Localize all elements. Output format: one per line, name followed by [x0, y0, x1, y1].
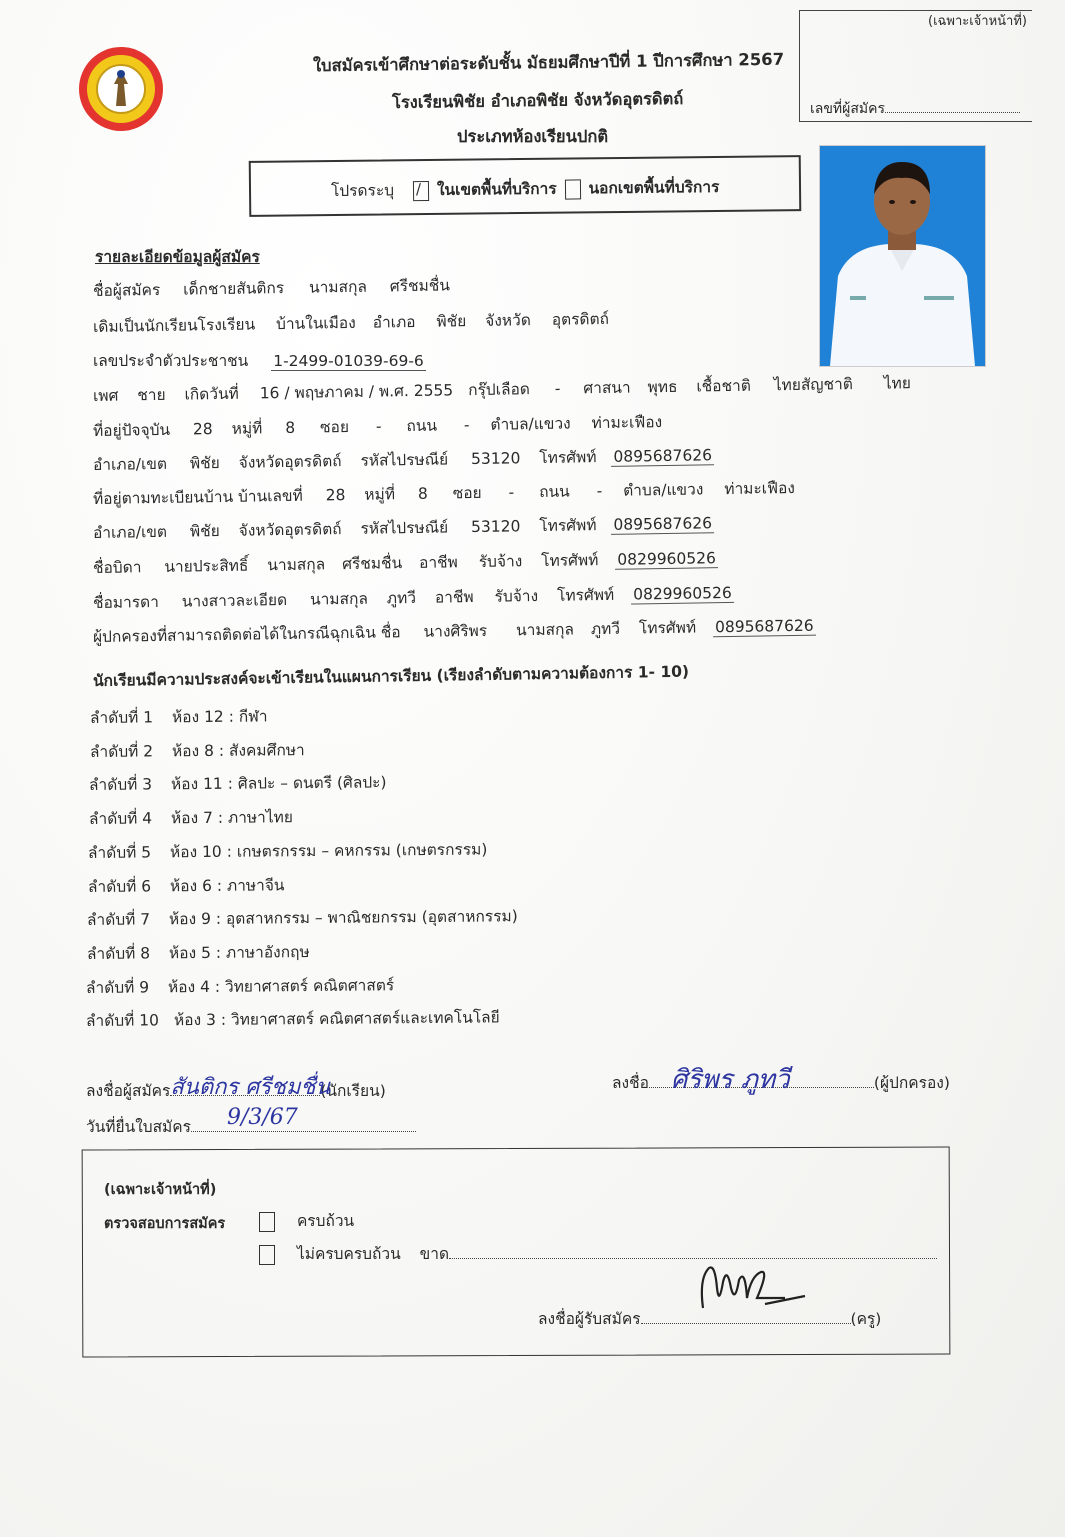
current-tambon-label: ตำบล/แขวง: [490, 414, 571, 434]
religion-value[interactable]: พุทธ: [647, 377, 678, 397]
current-moo-value[interactable]: 8: [285, 418, 296, 437]
plan-rank: ลำดับที่ 3: [88, 775, 153, 795]
surname-value[interactable]: ศรีชมชื่น: [389, 276, 451, 296]
receiver-label: ลงชื่อผู้รับสมัคร: [538, 1310, 641, 1328]
in-area-checkbox[interactable]: [413, 181, 429, 201]
birth-label: เกิดวันที่: [184, 384, 239, 404]
receiver-suffix: (ครู): [850, 1310, 882, 1328]
race-label: เชื้อชาติ: [696, 376, 751, 396]
plan-row: [86, 939, 309, 966]
plan-rank: ลำดับที่ 9: [85, 978, 150, 997]
plan-rank: ลำดับที่ 10: [85, 1011, 159, 1031]
plan-row: [87, 903, 518, 932]
district-value[interactable]: พิชัย: [436, 312, 467, 331]
plan-row: [89, 770, 387, 798]
plan-row: [89, 737, 304, 764]
form-title: ใบสมัครเข้าศึกษาต่อระดับชั้น มัธยมศึกษาปีที่ 1 ปีการศึกษา 2567: [312, 49, 785, 76]
father-name-value[interactable]: นายประสิทธิ์: [164, 556, 249, 576]
current-soi-value[interactable]: -: [375, 417, 382, 436]
nationality-label: สัญชาติ: [800, 375, 853, 394]
registered-soi-value[interactable]: -: [508, 483, 515, 502]
registered-soi-label: ซอย: [452, 483, 482, 503]
mother-label: ชื่อมารดา: [92, 592, 160, 612]
plan-rank: ลำดับที่ 1: [89, 708, 154, 727]
registered-moo-value[interactable]: 8: [417, 484, 428, 503]
plan-room[interactable]: ห้อง 11 : ศิลปะ – ดนตรี (ศิลปะ): [170, 773, 387, 794]
registered-moo-label: หมู่ที่: [364, 485, 396, 504]
sex-label: เพศ: [92, 386, 119, 405]
guardian-phone-value[interactable]: 0895687626: [713, 617, 816, 638]
registered-address-label: ที่อยู่ตามทะเบียนบ้าน บ้านเลขที่: [92, 486, 303, 508]
registered-amphoe-value[interactable]: พิชัย: [189, 522, 220, 541]
name-label: ชื่อผู้สมัคร: [92, 280, 161, 300]
current-address-label: ที่อยู่ปัจจุบัน: [92, 420, 171, 440]
classroom-type: ประเภทห้องเรียนปกติ: [457, 127, 609, 146]
father-phone-label: โทรศัพท์: [541, 551, 599, 570]
plan-row: [88, 836, 488, 864]
plan-rank: ลำดับที่ 4: [88, 809, 152, 829]
guardian-signature-row: [612, 1065, 950, 1095]
blood-label: กรุ๊ปเลือด: [468, 380, 531, 400]
current-amphoe-value[interactable]: พิชัย: [189, 454, 220, 473]
service-area-row: [331, 174, 720, 203]
applicant-number-label: เลขที่ผู้สมัคร: [810, 101, 886, 117]
mother-job-value[interactable]: รับจ้าง: [494, 587, 539, 606]
registered-road-value[interactable]: -: [596, 482, 603, 501]
office-box-title: (เฉพาะเจ้าหน้าที่): [104, 1182, 217, 1198]
registered-road-label: ถนน: [538, 482, 570, 501]
plans-title: นักเรียนมีความประสงค์จะเข้าเรียนในแผนการเรียน (เรียงลำดับตามความต้องการ 1- 10): [92, 662, 690, 690]
current-amphoe-label: อำเภอ/เขต: [92, 454, 168, 474]
current-road-value[interactable]: -: [463, 416, 470, 435]
current-road-label: ถนน: [406, 416, 438, 436]
submit-date-value[interactable]: 9/3/67: [226, 1105, 298, 1130]
submit-date-row: [86, 1105, 416, 1139]
plan-rank: ลำดับที่ 6: [87, 876, 151, 896]
plan-row: [86, 972, 394, 1000]
mother-surname-label: นามสกุล: [309, 589, 369, 609]
incomplete-option: [256, 1241, 937, 1266]
father-job-label: อาชีพ: [418, 553, 458, 572]
id-label: เลขประจำตัวประชาชน: [93, 352, 249, 370]
plan-row: [85, 1005, 499, 1034]
applicant-photo: [819, 145, 986, 367]
id-row: [93, 348, 426, 373]
current-tambon-value[interactable]: ท่ามะเฟือง: [591, 413, 663, 433]
guardian-signature: ศิริพร ภูทวี: [670, 1065, 790, 1095]
out-area-label: นอกเขตพื้นที่บริการ: [588, 177, 720, 198]
guardian-surname-label: นามสกุล: [515, 620, 575, 640]
province-label: จังหวัด: [485, 311, 531, 330]
father-label: ชื่อบิดา: [92, 558, 142, 577]
current-province-label: จังหวัดอุตรดิตถ์: [238, 452, 342, 472]
guardian-name-value[interactable]: นางศิริพร: [423, 621, 488, 641]
registered-phone-value[interactable]: 0895687626: [611, 514, 714, 535]
registered-phone-label: โทรศัพท์: [539, 516, 597, 535]
service-area-prefix: โปรดระบุ: [330, 181, 395, 201]
current-phone-value[interactable]: 0895687626: [611, 446, 714, 467]
office-corner-label: (เฉพาะเจ้าหน้าที่): [928, 14, 1027, 29]
guardian-phone-label: โทรศัพท์: [638, 618, 697, 638]
sex-value[interactable]: ชาย: [137, 385, 166, 405]
guardian-signature-label: ลงชื่อ: [612, 1074, 649, 1092]
registered-house-value[interactable]: 28: [325, 486, 346, 505]
current-postal-value[interactable]: 53120: [470, 449, 521, 469]
plan-room[interactable]: ห้อง 5 : ภาษาอังกฤษ: [168, 942, 310, 963]
registered-tambon-label: ตำบล/แขวง: [623, 480, 704, 500]
incomplete-checkbox[interactable]: [259, 1245, 275, 1265]
current-postal-label: รหัสไปรษณีย์: [360, 450, 449, 470]
registered-amphoe-label: อำเภอ/เขต: [92, 522, 168, 542]
guardian-surname-value[interactable]: ภูทวี: [590, 619, 621, 639]
registered-tambon-value[interactable]: ท่ามะเฟือง: [724, 478, 796, 499]
plan-room[interactable]: ห้อง 9 : อุตสาหกรรม – พาณิชยกรรม (อุตสาหกรรม): [168, 907, 518, 929]
check-mark-icon: /: [415, 179, 422, 198]
plan-room[interactable]: ห้อง 4 : วิทยาศาสตร์ คณิตศาสตร์: [167, 975, 395, 996]
race-value[interactable]: ไทย: [773, 375, 802, 395]
complete-option: [256, 1208, 354, 1233]
plan-room[interactable]: ห้อง 10 : เกษตรกรรม – คหกรรม (เกษตรกรรม): [169, 840, 488, 862]
section-title: รายละเอียดข้อมูลผู้สมัคร: [95, 248, 260, 266]
in-area-label: ในเขตพื้นที่บริการ: [436, 179, 557, 199]
missing-label: ขาด: [419, 1245, 450, 1263]
religion-label: ศาสนา: [583, 378, 631, 398]
plan-rank: ลำดับที่ 5: [87, 843, 152, 862]
complete-label: ครบถ้วน: [296, 1212, 355, 1230]
submit-date-label: วันที่ยื่นใบสมัคร: [86, 1118, 191, 1136]
father-job-value[interactable]: รับจ้าง: [478, 552, 523, 571]
receiver-signature-scribble: [695, 1258, 815, 1320]
applicant-signature-label: ลงชื่อผู้สมัคร: [86, 1082, 171, 1100]
applicant-number-field[interactable]: [810, 98, 1020, 120]
nationality-value[interactable]: ไทย: [883, 374, 912, 393]
prev-school-label: เดิมเป็นนักเรียนโรงเรียน: [92, 315, 256, 336]
registered-postal-label: รหัสไปรษณีย์: [360, 518, 449, 538]
plan-row: [90, 703, 268, 730]
mother-surname-value[interactable]: ภูทวี: [386, 588, 417, 608]
current-house-value[interactable]: 28: [192, 420, 213, 439]
school-logo: [76, 44, 166, 134]
current-phone-label: โทรศัพท์: [539, 448, 597, 467]
guardian-signature-suffix: (ผู้ปกครอง): [873, 1074, 950, 1092]
birth-value[interactable]: 16 / พฤษภาคม / พ.ศ. 2555: [259, 381, 454, 403]
plan-room[interactable]: ห้อง 6 : ภาษาจีน: [169, 875, 285, 895]
mother-phone-value[interactable]: 0829960526: [631, 584, 734, 605]
plan-rank: ลำดับที่ 7: [86, 910, 151, 930]
plan-rank: ลำดับที่ 8: [86, 944, 150, 963]
plan-rank: ลำดับที่ 2: [89, 742, 153, 761]
guardian-label: ผู้ปกครองที่สามารถติดต่อได้ในกรณีฉุกเฉิน ชื่อ: [92, 623, 401, 646]
registered-postal-value[interactable]: 53120: [470, 517, 521, 537]
name-value[interactable]: เด็กชายสันติกร: [183, 278, 285, 299]
plan-row: [88, 804, 292, 831]
registered-province-label: จังหวัดอุตรดิตถ์: [238, 520, 342, 540]
plan-row: [87, 872, 284, 899]
applicant-signature-suffix: (นักเรียน): [320, 1082, 386, 1100]
incomplete-label: ไม่ครบครบถ้วน: [296, 1245, 401, 1263]
current-soi-label: ซอย: [319, 417, 350, 437]
plan-room[interactable]: ห้อง 7 : ภาษาไทย: [170, 808, 293, 828]
prev-school-value[interactable]: บ้านในเมือง: [275, 313, 356, 334]
plan-room[interactable]: ห้อง 8 : สังคมศึกษา: [171, 740, 305, 760]
father-phone-value[interactable]: 0829960526: [615, 549, 718, 570]
current-moo-label: หมู่ที่: [231, 419, 263, 438]
father-surname-label: นามสกุล: [267, 555, 326, 575]
out-area-checkbox[interactable]: [564, 179, 580, 199]
province-value[interactable]: อุตรดิตถ์: [551, 309, 610, 329]
complete-checkbox[interactable]: [259, 1212, 275, 1232]
applicant-signature-row: [86, 1075, 386, 1103]
blood-value[interactable]: -: [554, 379, 561, 398]
district-label: อำเภอ: [372, 312, 416, 332]
plan-room[interactable]: ห้อง 12 : กีฬา: [171, 707, 268, 727]
mother-name-value[interactable]: นางสาวละเอียด: [181, 590, 288, 611]
mother-job-label: อาชีพ: [434, 588, 474, 607]
school-line: โรงเรียนพิชัย อำเภอพิชัย จังหวัดอุตรดิตถ์: [391, 88, 684, 113]
applicant-signature: สันติกร ศรีชมชื่น: [170, 1075, 331, 1100]
surname-label: นามสกุล: [308, 277, 368, 297]
citizen-id-value[interactable]: 1-2499-01039-69-6: [273, 352, 424, 370]
father-surname-value[interactable]: ศรีชมชื่น: [341, 554, 403, 574]
office-check-label: ตรวจสอบการสมัคร: [104, 1216, 226, 1232]
plan-room[interactable]: ห้อง 3 : วิทยาศาสตร์ คณิตศาสตร์และเทคโนโลยี: [173, 1008, 500, 1030]
mother-phone-label: โทรศัพท์: [556, 585, 615, 605]
